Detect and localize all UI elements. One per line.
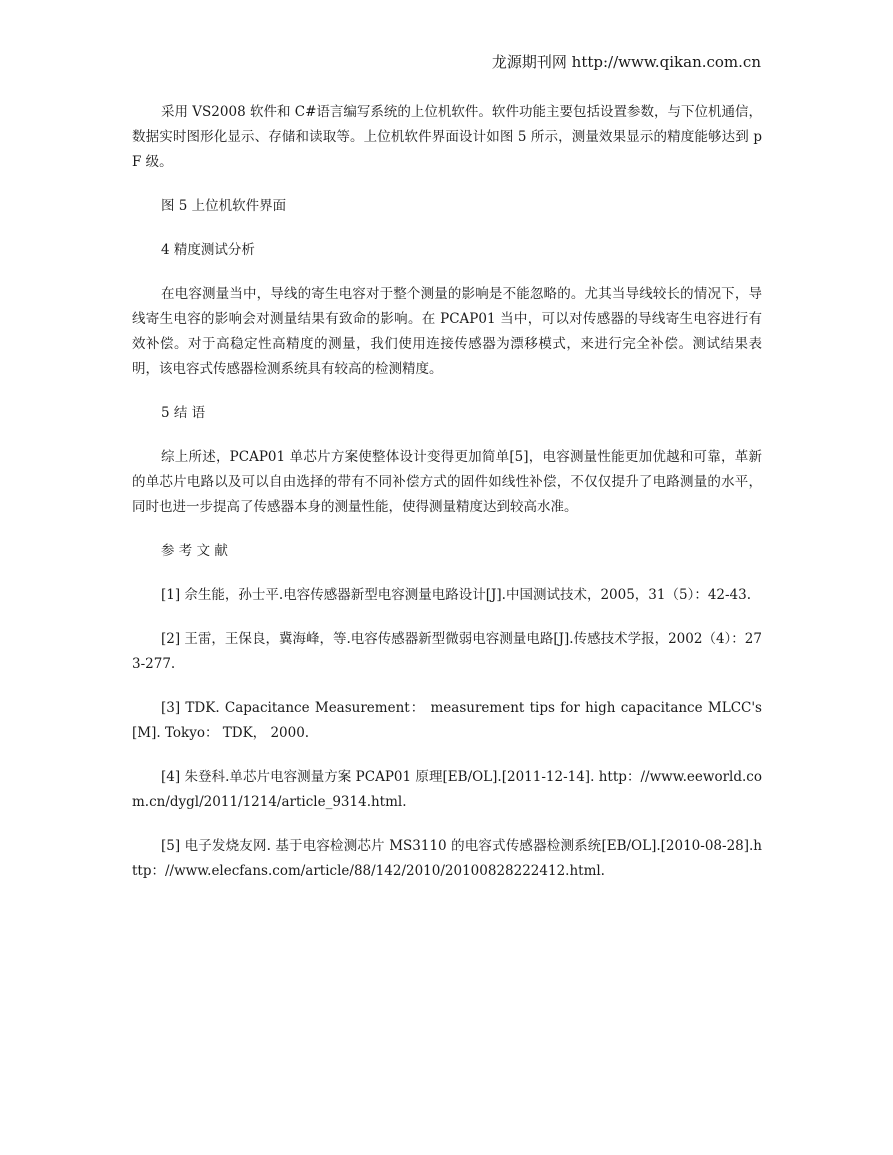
paragraph-conclusion: 综上所述，PCAP01 单芯片方案使整体设计变得更加简单[5]，电容测量性能更加优越和可靠，革新的单芯片电路以及可以自由选择的带有不同补偿方式的固件如线性补偿，不仅仅提升了电路测量的水平，同时也进一步提高了传感器本身的测量性能，使得测量精度达到较高水准。 [132,449,762,515]
section-heading-5: 5 结 语 [161,405,206,421]
article-body [132,100,762,903]
paragraph-software: 采用 VS2008 软件和 C#语言编写系统的上位机软件。软件功能主要包括设置参数，与下位机通信，数据实时图形化显示、存储和读取等。上位机软件界面设计如图 5 所示，测量效果显示的精度能够达到 pF 级。 [132,104,762,170]
figure-caption: 图 5 上位机软件界面 [161,198,287,214]
reference-item: [1] 佘生能，孙士平.电容传感器新型电容测量电路设计[J].中国测试技术，2005，31（5）：42-43. [161,587,752,603]
reference-item: [2] 王雷，王保良，冀海峰，等.电容传感器新型微弱电容测量电路[J].传感技术学报，2002（4）：273-277. [132,631,762,672]
reference-item: [4] 朱登科.单芯片电容测量方案 PCAP01 原理[EB/OL].[2011-12-14]. http：//www.eeworld.com.cn/dygl/2011/1214/article_9314.html. [132,769,762,810]
site-header: 龙源期刊网 http://www.qikan.com.cn [491,53,761,71]
reference-item: [5] 电子发烧友网. 基于电容检测芯片 MS3110 的电容式传感器检测系统[EB/OL].[2010-08-28].http：//www.elecfans.com/article/88/142/2010/20100828222412.html. [132,838,762,879]
references-heading: 参 考 文 献 [161,543,228,559]
section-heading-4: 4 精度测试分析 [161,242,255,258]
reference-item: [3] TDK. Capacitance Measurement： measurement tips for high capacitance MLCC's [M]. Tokyo： TDK， 2000. [132,700,762,741]
paragraph-precision: 在电容测量当中，导线的寄生电容对于整个测量的影响是不能忽略的。尤其当导线较长的情况下，导线寄生电容的影响会对测量结果有致命的影响。在 PCAP01 当中，可以对传感器的导线寄生电容进行有效补偿。对于高稳定性高精度的测量，我们使用连接传感器为漂移模式，来进行完全补偿。测试结果表明，该电容式传感器检测系统具有较高的检测精度。 [132,286,762,377]
